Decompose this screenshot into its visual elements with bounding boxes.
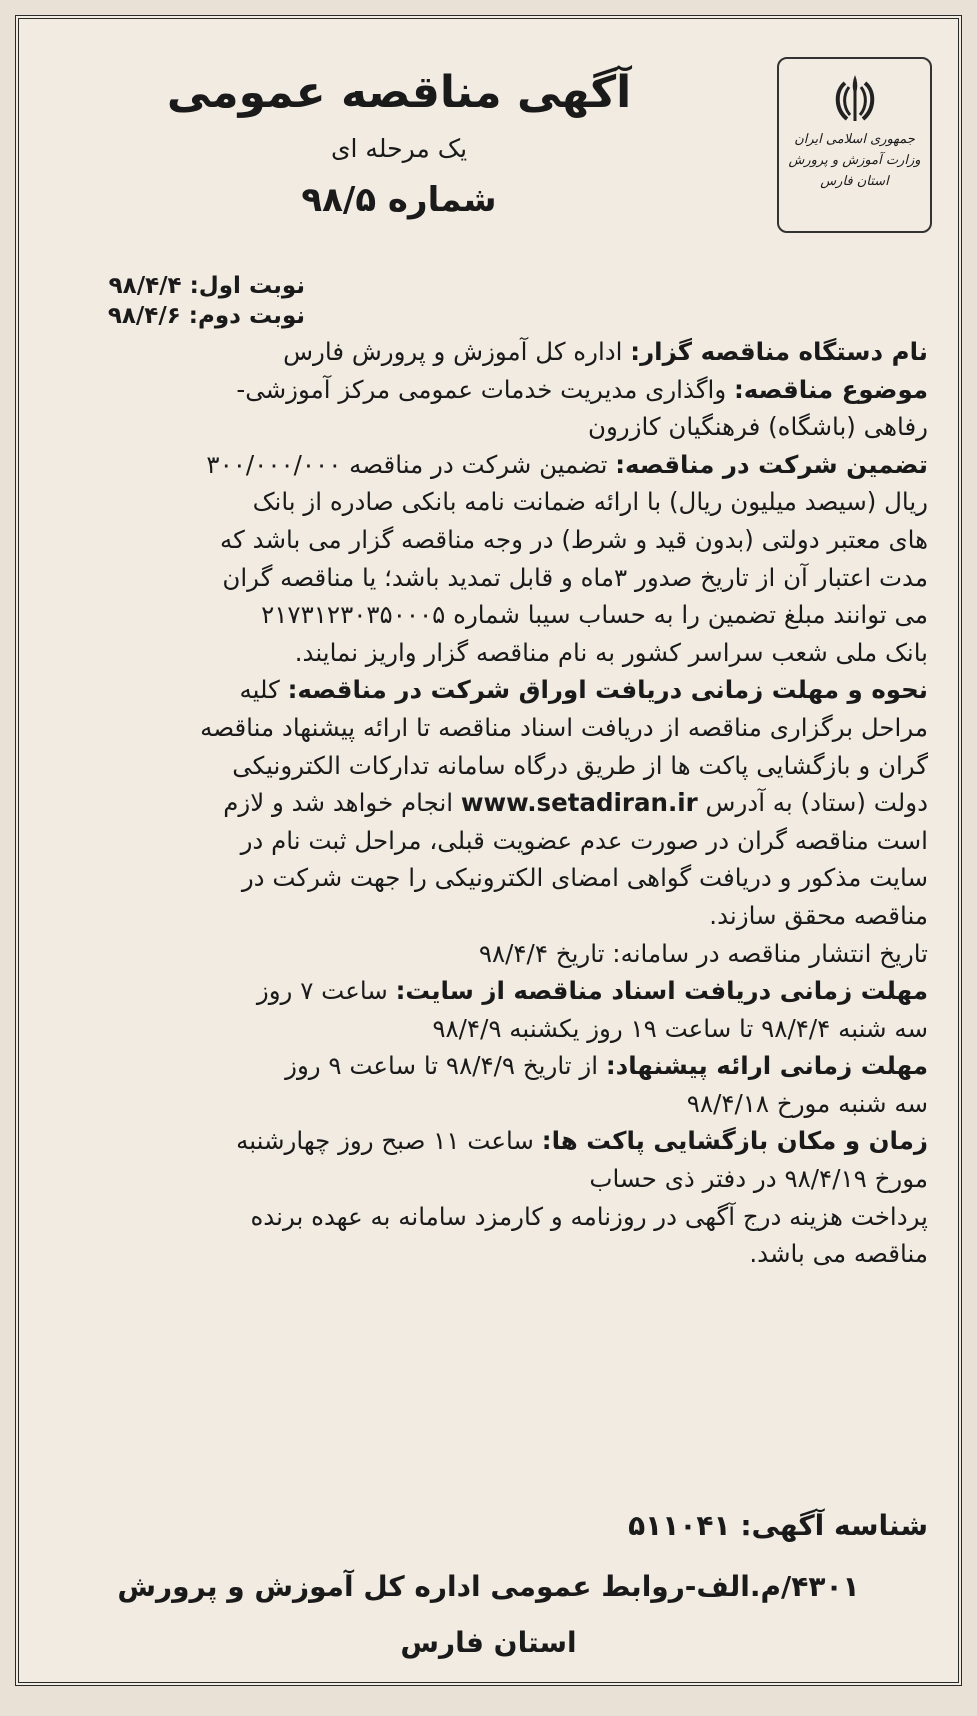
ad-id-label: شناسه آگهی: bbox=[740, 1509, 928, 1542]
publish-date-line: تاریخ انتشار مناقصه در سامانه: تاریخ ۹۸/۴/۴ bbox=[478, 938, 928, 968]
guarantee-label: تضمین شرکت در مناقصه: bbox=[615, 449, 928, 479]
offer-deadline-label: مهلت زمانی ارائه پیشنهاد: bbox=[605, 1051, 928, 1081]
ad-id-value: ۵۱۱۰۴۱ bbox=[628, 1509, 731, 1542]
docs-deadline-line bbox=[49, 972, 928, 1010]
guarantee-line-5: می توانند مبلغ تضمین را به حساب سیبا شماره ۲۱۷۳۱۲۳۰۳۵۰۰۰۵ bbox=[261, 600, 928, 630]
method-line bbox=[49, 671, 928, 709]
method-line-6: سایت مذکور و دریافت گواهی امضای الکترونیکی را جهت شرکت در bbox=[241, 863, 928, 893]
guarantee-line-3: های معتبر دولتی (بدون قید و شرط) در وجه مناقصه گزار می باشد که bbox=[220, 524, 928, 554]
subject-line-2: رفاهی (باشگاه) فرهنگیان کازرون bbox=[587, 412, 928, 442]
subject-line bbox=[49, 371, 928, 409]
opening-line-2: مورخ ۹۸/۴/۱۹ در دفتر ذی حساب bbox=[589, 1164, 928, 1194]
ministry-emblem-box bbox=[777, 57, 932, 233]
guarantee-line bbox=[49, 446, 928, 484]
notice-body bbox=[49, 333, 928, 1273]
guarantee-line-6: بانک ملی شعب سراسر کشور به نام مناقصه گزار واریز نمایند. bbox=[294, 637, 928, 667]
org-value: اداره کل آموزش و پرورش فارس bbox=[283, 337, 623, 366]
stage-first-date: ۹۸/۴/۴ bbox=[108, 273, 182, 299]
signature-line-1: ۴۳۰۱/م.الف-روابط عمومی اداره کل آموزش و پرورش bbox=[117, 1570, 860, 1603]
ad-id bbox=[49, 1507, 928, 1545]
guarantee-line-2: ریال (سیصد میلیون ریال) با ارائه ضمانت نامه بانکی صادره از بانک bbox=[252, 487, 928, 517]
tender-notice bbox=[15, 15, 962, 1686]
method-line-7: مناقصه محقق سازند. bbox=[709, 900, 928, 930]
guarantee-text: تضمین شرکت در مناقصه ۳۰۰/۰۰۰/۰۰۰ bbox=[206, 449, 608, 479]
opening-line bbox=[49, 1122, 928, 1160]
guarantee-line-4: مدت اعتبار آن از تاریخ صدور ۳ماه و قابل تمدید باشد؛ یا مناقصه گران bbox=[222, 562, 928, 592]
opening-label: زمان و مکان بازگشایی پاکت ها: bbox=[541, 1126, 928, 1156]
docs-deadline-text: ساعت ۷ روز bbox=[256, 976, 388, 1006]
iran-emblem-icon bbox=[825, 69, 885, 129]
notice-header bbox=[139, 63, 659, 225]
offer-deadline-line-2: سه شنبه مورخ ۹۸/۴/۱۸ bbox=[686, 1088, 928, 1118]
method-line-2: مراحل برگزاری مناقصه از دریافت اسناد مناقصه تا ارائه پیشنهاد مناقصه bbox=[200, 712, 928, 742]
stage-first bbox=[45, 271, 305, 301]
method-text-4a: دولت (ستاد) به آدرس bbox=[705, 788, 928, 818]
method-label: نحوه و مهلت زمانی دریافت اوراق شرکت در مناقصه: bbox=[287, 675, 928, 705]
method-line-5: است مناقصه گران در صورت عدم عضویت قبلی، مراحل ثبت نام در bbox=[240, 825, 928, 855]
payment-line-2: مناقصه می باشد. bbox=[749, 1239, 928, 1269]
method-line-4 bbox=[49, 784, 928, 822]
docs-deadline-label: مهلت زمانی دریافت اسناد مناقصه از سایت: bbox=[395, 976, 928, 1006]
org-line bbox=[49, 333, 928, 371]
opening-text: ساعت ۱۱ صبح روز چهارشنبه bbox=[236, 1126, 534, 1156]
stage-second bbox=[45, 301, 305, 331]
payment-line: پرداخت هزینه درج آگهی در روزنامه و کارمزد سامانه به عهده برنده bbox=[250, 1201, 928, 1231]
stage-second-label: نوبت دوم: bbox=[188, 303, 305, 329]
method-text-4b: انجام خواهد شد و لازم bbox=[223, 788, 454, 818]
signature-line-2: استان فارس bbox=[400, 1626, 577, 1659]
emblem-line-3: استان فارس bbox=[820, 174, 889, 189]
stage-first-label: نوبت اول: bbox=[189, 273, 305, 299]
emblem-line-2: وزارت آموزش و پرورش bbox=[788, 153, 921, 168]
publication-stages bbox=[45, 271, 305, 331]
offer-deadline-text: از تاریخ ۹۸/۴/۹ تا ساعت ۹ روز bbox=[285, 1051, 599, 1081]
method-line-3: گران و بازگشایی پاکت ها از طریق درگاه سامانه تدارکات الکترونیکی bbox=[232, 750, 928, 780]
org-label: نام دستگاه مناقصه گزار: bbox=[630, 337, 928, 366]
method-text: کلیه bbox=[239, 675, 280, 705]
emblem-line-1: جمهوری اسلامی ایران bbox=[794, 132, 915, 147]
signature-block bbox=[49, 1559, 928, 1671]
notice-title: آگهی مناقصه عمومی bbox=[166, 67, 632, 118]
notice-subtitle: یک مرحله ای bbox=[330, 134, 468, 163]
offer-deadline-line bbox=[49, 1047, 928, 1085]
notice-number: شماره ۹۸/۵ bbox=[301, 180, 497, 220]
setadiran-url: www.setadiran.ir bbox=[460, 788, 698, 818]
stage-second-date: ۹۸/۴/۶ bbox=[107, 303, 181, 329]
docs-deadline-line-2: سه شنبه ۹۸/۴/۴ تا ساعت ۱۹ روز یکشنبه ۹۸/۴/۹ bbox=[432, 1013, 928, 1043]
subject-label: موضوع مناقصه: bbox=[733, 374, 928, 404]
subject-value: واگذاری مدیریت خدمات عمومی مرکز آموزشی- bbox=[236, 374, 727, 404]
